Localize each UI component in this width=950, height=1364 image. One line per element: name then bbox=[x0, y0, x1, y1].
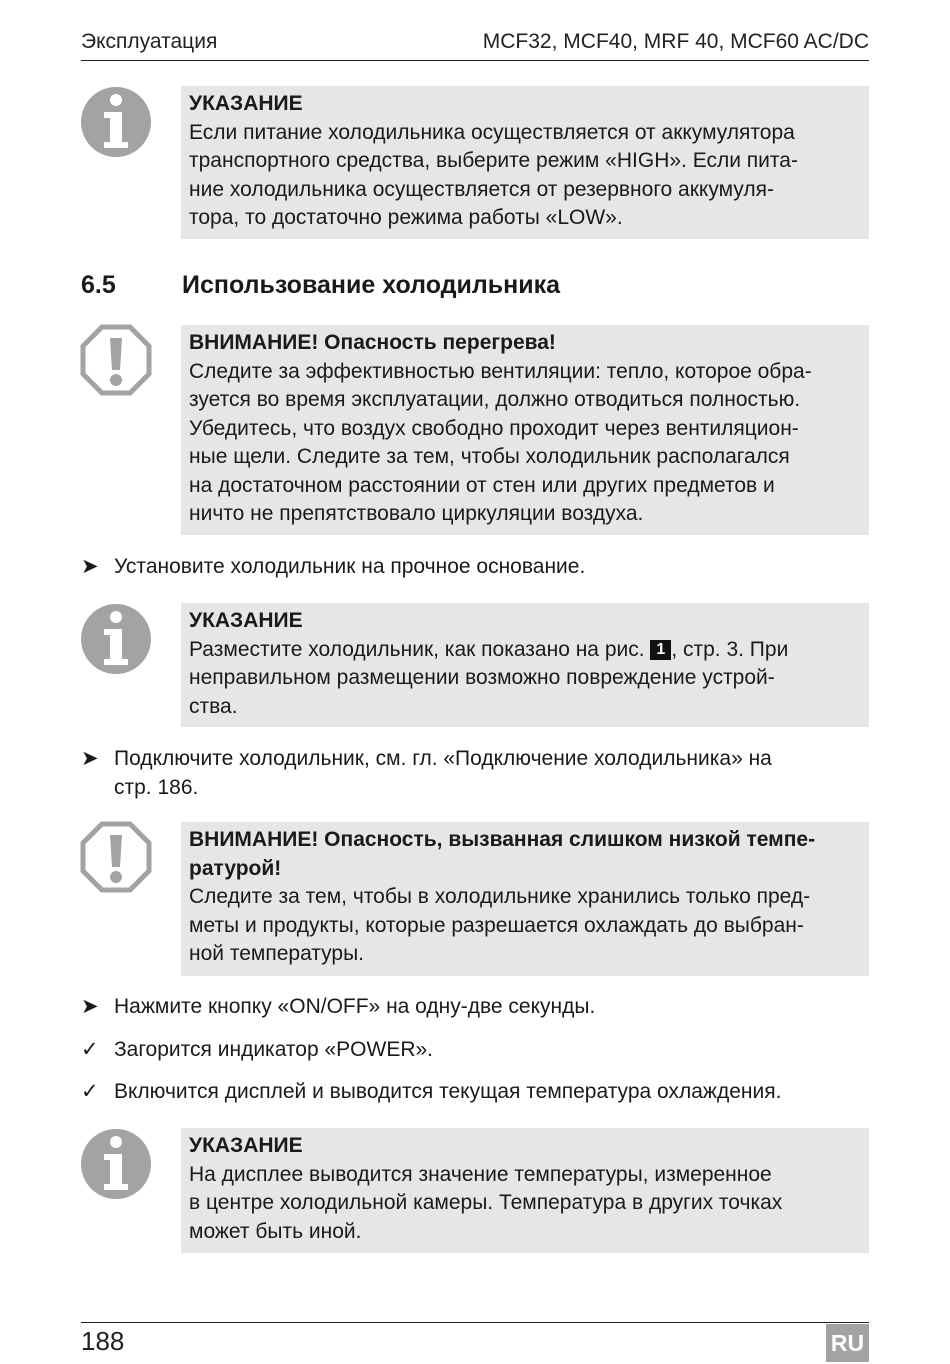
page-header bbox=[81, 28, 869, 61]
note-line: неправильном размещении возможно повреждение устрой- bbox=[189, 666, 775, 689]
step-text: Подключите холодильник, см. гл. «Подключение холодильника» на bbox=[114, 747, 772, 770]
warning-line: Следите за тем, чтобы в холодильнике хранились только пред- bbox=[189, 885, 811, 908]
warning-line: Следите за эффективностью вентиляции: тепло, которое обра- bbox=[189, 359, 812, 383]
step-text: стр. 186. bbox=[114, 775, 199, 799]
info-icon bbox=[80, 86, 152, 158]
section-number: 6.5 bbox=[81, 271, 116, 299]
note-line: ние холодильника осуществляется от резервного аккумуля- bbox=[189, 177, 774, 201]
language-badge: RU bbox=[826, 1324, 869, 1362]
note-line: ства. bbox=[189, 694, 238, 718]
note-line: транспортного средства, выберите режим «HIGH». Если пита- bbox=[189, 149, 798, 172]
info-icon bbox=[80, 1128, 152, 1200]
note-title: УКАЗАНИЕ bbox=[189, 92, 303, 115]
warning-box bbox=[181, 822, 869, 976]
checkmark-icon: ✓ bbox=[81, 1038, 99, 1061]
footer-rule bbox=[81, 1322, 869, 1323]
warning-line: на достаточном расстоянии от стен или других предметов и bbox=[189, 473, 775, 497]
warning-line: ные щели. Следите за тем, чтобы холодильник располагался bbox=[189, 445, 790, 468]
note-box bbox=[181, 86, 869, 239]
note-line bbox=[189, 636, 861, 665]
warning-title: ВНИМАНИЕ! Опасность перегрева! bbox=[189, 331, 556, 354]
warning-title: ратурой! bbox=[189, 856, 282, 880]
step-text: Загорится индикатор «POWER». bbox=[114, 1038, 434, 1061]
arrow-bullet-icon: ➤ bbox=[81, 995, 99, 1018]
warning-octagon-icon bbox=[80, 324, 152, 396]
note-title: УКАЗАНИЕ bbox=[189, 609, 303, 632]
page-number: 188 bbox=[81, 1326, 125, 1356]
warning-box bbox=[181, 325, 869, 535]
warning-line: ной температуры. bbox=[189, 942, 365, 965]
warning-line: меты и продукты, которые разрешается охлаждать до выбран- bbox=[189, 913, 804, 937]
note-text: , стр. 3. При bbox=[671, 637, 789, 661]
step-text: Включится дисплей и выводится текущая температура охлаждения. bbox=[114, 1080, 782, 1103]
checkmark-icon: ✓ bbox=[81, 1080, 99, 1103]
result-step bbox=[81, 1078, 869, 1107]
info-icon bbox=[80, 603, 152, 675]
note-line: Если питание холодильника осуществляется от аккумулятора bbox=[189, 120, 795, 144]
header-models: MCF32, MCF40, MRF 40, MCF60 AC/DC bbox=[482, 30, 869, 53]
figure-ref-badge: 1 bbox=[650, 640, 671, 660]
note-line: тора, то достаточно режима работы «LOW». bbox=[189, 206, 623, 229]
instruction-step bbox=[81, 993, 869, 1022]
warning-line: зуется во время эксплуатации, должно отводиться полностью. bbox=[189, 388, 801, 411]
note-line: в центре холодильной камеры. Температура в других точках bbox=[189, 1191, 783, 1214]
arrow-bullet-icon: ➤ bbox=[81, 555, 99, 578]
warning-title: ВНИМАНИЕ! Опасность, вызванная слишком низкой темпе- bbox=[189, 828, 816, 851]
note-title: УКАЗАНИЕ bbox=[189, 1134, 303, 1157]
warning-line: ничто не препятствовало циркуляции воздуха. bbox=[189, 502, 644, 525]
warning-line: Убедитесь, что воздух свободно проходит через вентиляцион- bbox=[189, 416, 799, 440]
instruction-step bbox=[81, 745, 869, 802]
note-text: Разместите холодильник, как показано на рис. bbox=[189, 637, 651, 661]
note-box bbox=[181, 603, 869, 727]
note-line: может быть иной. bbox=[189, 1219, 362, 1243]
header-section: Эксплуатация bbox=[81, 30, 218, 53]
arrow-bullet-icon: ➤ bbox=[81, 747, 99, 770]
warning-octagon-icon bbox=[80, 821, 152, 893]
section-title: Использование холодильника bbox=[182, 271, 561, 299]
result-step bbox=[81, 1036, 869, 1065]
note-line: На дисплее выводится значение температуры, измеренное bbox=[189, 1162, 772, 1186]
instruction-step bbox=[81, 553, 869, 582]
note-box bbox=[181, 1128, 869, 1253]
step-text: Нажмите кнопку «ON/OFF» на одну-две секунды. bbox=[114, 995, 596, 1018]
step-text: Установите холодильник на прочное основание. bbox=[114, 555, 586, 578]
